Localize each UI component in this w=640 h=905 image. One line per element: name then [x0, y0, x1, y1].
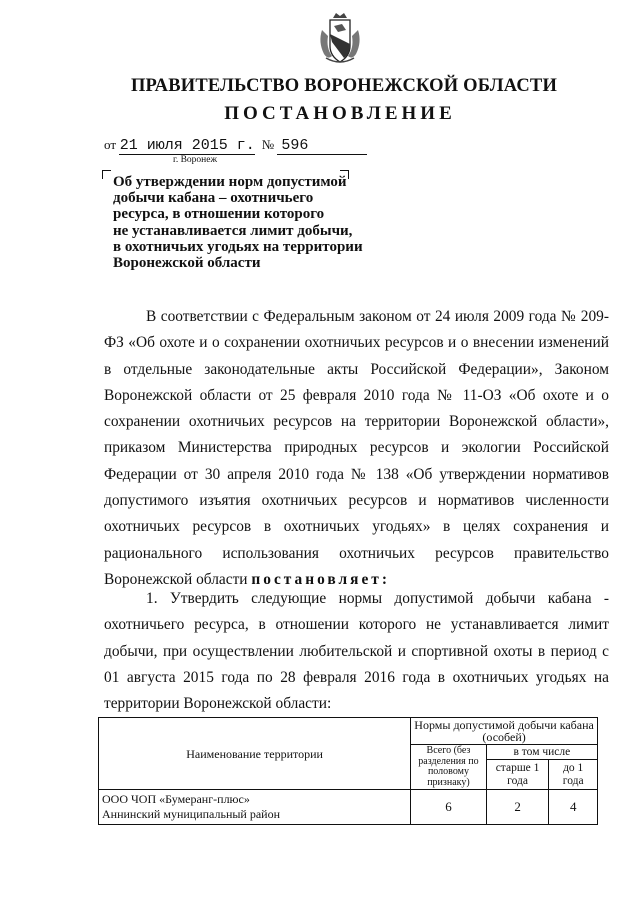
subject-line: в охотничьих угодьях на территории — [113, 238, 363, 255]
younger-cell: 4 — [549, 790, 598, 825]
header-territory: Наименование территории — [99, 718, 411, 790]
clause-1-text: 1. Утвердить следующие нормы допустимой добычи кабана - охотничьего ресурса, в отношении которого не устанавливается лимит добычи, при осуществлении любительской и спортивной охоты в период с 01 августа 2015 года по 28 февраля 2016 года в охотничьих угодьях на территории Воронежской области: — [104, 590, 609, 713]
header-older: старше 1 года — [486, 760, 549, 790]
government-name: ПРАВИТЕЛЬСТВО ВОРОНЕЖСКОЙ ОБЛАСТИ — [130, 76, 558, 96]
hunting-norms-table — [98, 717, 598, 825]
date-number-line — [104, 137, 367, 155]
subject-corner-left — [102, 170, 111, 179]
document-type: ПОСТАНОВЛЕНИЕ — [224, 103, 456, 124]
date-prefix: от — [104, 137, 117, 152]
total-cell: 6 — [411, 790, 487, 825]
header-total: Всего (без разделения по половому признаку) — [411, 745, 487, 790]
document-number: 596 — [277, 138, 367, 155]
document-date: 21 июля 2015 г. — [119, 137, 255, 154]
table-row — [99, 790, 598, 825]
clause-1-paragraph — [104, 586, 609, 717]
city: г. Воронеж — [173, 155, 218, 165]
subject-line: добычи кабана – охотничьего — [113, 190, 314, 207]
header-younger: до 1 года — [549, 760, 598, 790]
territory-name: ООО ЧОП «Бумеранг-плюс» — [102, 792, 250, 806]
preamble-paragraph — [104, 304, 609, 593]
territory-district: Аннинский муниципальный район — [102, 807, 281, 821]
subject-line: ресурса, в отношении которого — [113, 206, 325, 223]
voronezh-coat-of-arms-icon — [318, 12, 362, 66]
subject-line: не устанавливается лимит добычи, — [113, 222, 353, 239]
header-including: в том числе — [486, 745, 597, 760]
older-cell: 2 — [486, 790, 549, 825]
subject-line: Об утверждении норм допустимой — [113, 174, 347, 190]
header-norms: Нормы допустимой добычи кабана (особей) — [411, 718, 598, 745]
subject-line: Воронежской области — [113, 255, 261, 272]
number-label: № — [261, 137, 275, 152]
territory-cell — [99, 790, 411, 825]
decree-word: постановляет: — [251, 570, 390, 588]
document-subject — [113, 174, 373, 271]
preamble-text: В соответствии с Федеральным законом от 24 июля 2009 года № 209-ФЗ «Об охоте и о сохранении охотничьих ресурсов и о внесении изменений в отдельные законодательные акты Российской Федерации», Законом Воронежской области от 25 февраля 2010 года № 11-ОЗ «Об охоте и о сохранении охотничьих ресурсов на территории Воронежской области», приказом Министерства природных ресурсов и экологии Российской Федерации от 30 апреля 2010 года № 138 «Об утверждении нормативов допустимого изъятия охотничьих ресурсов и нормативов численности охотничьих ресурсов в охотничьих угодьях» в целях сохранения и рационального использования охотничьих ресурсов правительство Воронежской области — [104, 308, 609, 588]
